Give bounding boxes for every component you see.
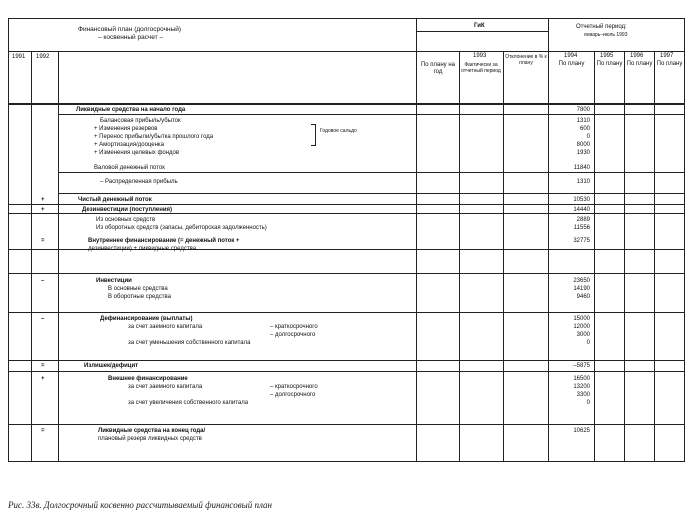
col-1994: 1994 bbox=[564, 53, 578, 59]
row-label: Чистый денежный поток bbox=[78, 197, 152, 203]
row-sign: = bbox=[41, 428, 45, 434]
col-1996-plan: По плану bbox=[626, 61, 653, 67]
row-value-1994: 7800 bbox=[576, 107, 590, 113]
financial-plan-table bbox=[8, 18, 685, 462]
row-value-1994: 11840 bbox=[573, 165, 590, 171]
frame-top bbox=[8, 18, 685, 19]
row-label: Внешнее финансирование bbox=[108, 376, 188, 382]
row-value-1994: –5875 bbox=[573, 363, 590, 369]
row-value-1994: 13200 bbox=[573, 384, 590, 390]
col-1994-line bbox=[548, 18, 549, 462]
row-sign: – bbox=[41, 278, 45, 284]
row-value-1994: 10530 bbox=[573, 197, 590, 203]
row-sublabel: – краткосрочного bbox=[270, 324, 318, 330]
sep-r9 bbox=[8, 360, 685, 361]
col-1997-line bbox=[654, 51, 655, 462]
row-value-1994: 23650 bbox=[573, 278, 590, 284]
row-sign: = bbox=[41, 238, 45, 244]
report-label: Отчетный период: bbox=[576, 24, 627, 30]
row-value-1994: 3000 bbox=[576, 332, 590, 338]
sep-r1 bbox=[58, 114, 685, 115]
col-dev-line bbox=[503, 51, 504, 462]
row-label: Из оборотных средств (запасы, дебиторская задолженность) bbox=[96, 225, 267, 231]
col-1995-line bbox=[594, 51, 595, 462]
row-value-1994: 3300 bbox=[576, 392, 590, 398]
row-value-1994: 32775 bbox=[573, 238, 590, 244]
gif-divider bbox=[416, 31, 548, 32]
row-label: Дефинансирование (выплаты) bbox=[100, 316, 193, 322]
title-line1: Финансовый план (долгосрочный) bbox=[78, 26, 182, 33]
sep-r3 bbox=[58, 193, 685, 194]
row-label: В оборотные средства bbox=[108, 294, 171, 300]
row-label: плановый резерв ликвидных средств bbox=[98, 436, 202, 442]
row-label: + Изменения целевых фондов bbox=[94, 150, 180, 156]
col-actual-line bbox=[459, 51, 460, 462]
row-sign: – bbox=[41, 316, 45, 322]
row-label: за счет заемного капитала bbox=[128, 324, 203, 330]
row-label: Ликвидные средства на начало года bbox=[76, 107, 186, 113]
brace bbox=[311, 124, 316, 146]
brace-label: Годовое сальдо bbox=[320, 128, 357, 134]
row-label: дезинвестиции) + ликвидные средства bbox=[88, 246, 197, 252]
row-value-1994: 15000 bbox=[573, 316, 590, 322]
row-label: Внутреннее финансирование (= денежный поток + bbox=[88, 238, 240, 244]
col-1995: 1995 bbox=[600, 53, 614, 59]
header-bottom bbox=[8, 103, 685, 105]
row-value-1994: 9460 bbox=[576, 294, 590, 300]
row-sign: + bbox=[41, 197, 45, 203]
col-1991-line bbox=[31, 51, 32, 462]
col-1997-plan: По плану bbox=[656, 61, 683, 67]
row-label: за счет заемного капитала bbox=[128, 384, 203, 390]
col-plan-line bbox=[416, 18, 417, 462]
row-value-1994: 1310 bbox=[576, 179, 590, 185]
row-value-1994: 0 bbox=[586, 340, 590, 346]
report-sub: январь–июль 1993 bbox=[584, 32, 628, 38]
col-1996: 1996 bbox=[630, 53, 644, 59]
sep-r8 bbox=[8, 312, 685, 313]
row-value-1994: 8000 bbox=[576, 142, 590, 148]
sep-r11 bbox=[8, 424, 685, 425]
col-actual: Фактически за отчетный период bbox=[461, 62, 501, 74]
col-deviation: Отклонение в % к плану bbox=[505, 54, 547, 66]
figure-caption: Рис. 33в. Долгосрочный косвенно рассчитываемый финансовый план bbox=[8, 500, 272, 510]
frame-bottom bbox=[8, 461, 685, 462]
title-line2: – косвенный расчет – bbox=[98, 34, 164, 41]
row-label: – Распределенная прибыль bbox=[100, 179, 178, 185]
row-value-1994: 0 bbox=[586, 134, 590, 140]
row-label: Балансовая прибыль/убыток bbox=[100, 118, 181, 124]
row-sublabel: – краткосрочного bbox=[270, 384, 318, 390]
row-label: Инвестиции bbox=[96, 278, 132, 284]
col-1996-line bbox=[624, 51, 625, 462]
row-sublabel: – долгосрочного bbox=[270, 392, 316, 398]
row-value-1994: 10625 bbox=[573, 428, 590, 434]
row-value-1994: 600 bbox=[579, 126, 590, 132]
sep-r7 bbox=[8, 273, 685, 274]
row-label: за счет уменьшения собственного капитала bbox=[128, 340, 251, 346]
row-sign: + bbox=[41, 376, 45, 382]
sep-r10 bbox=[8, 371, 685, 372]
row-value-1994: 1930 bbox=[576, 150, 590, 156]
gif-label: ГиК bbox=[474, 23, 485, 29]
row-label: Валовой денежный поток bbox=[94, 165, 165, 171]
frame-right bbox=[684, 18, 685, 462]
row-label: + Изменения резервов bbox=[94, 126, 158, 132]
col-1992-line bbox=[58, 51, 59, 462]
col-1997: 1997 bbox=[660, 53, 674, 59]
header-divider bbox=[8, 51, 685, 52]
col-1991: 1991 bbox=[12, 54, 26, 60]
row-value-1994: 2889 bbox=[576, 217, 590, 223]
row-value-1994: 14190 bbox=[573, 286, 590, 292]
col-plan-year: По плану на год bbox=[420, 62, 456, 75]
row-label: Из основных средств bbox=[96, 217, 156, 223]
row-sign: = bbox=[41, 363, 45, 369]
row-sublabel: – долгосрочного bbox=[270, 332, 316, 338]
row-value-1994: 12000 bbox=[573, 324, 590, 330]
row-value-1994: 14440 bbox=[573, 207, 590, 213]
sep-r4 bbox=[8, 204, 685, 205]
row-label: В основные средства bbox=[108, 286, 168, 292]
row-label: за счет увеличения собственного капитала bbox=[128, 400, 249, 406]
col-1994-plan: По плану bbox=[558, 61, 585, 67]
row-value-1994: 11556 bbox=[573, 225, 590, 231]
row-value-1994: 16500 bbox=[573, 376, 590, 382]
col-1995-plan: По плану bbox=[596, 61, 623, 67]
sep-r2 bbox=[58, 172, 685, 173]
frame-left bbox=[8, 18, 9, 462]
row-label: Дезинвестиции (поступления) bbox=[82, 207, 173, 213]
col-1992: 1992 bbox=[36, 54, 50, 60]
row-label: + Амортизация/дооценка bbox=[94, 142, 165, 148]
row-label: Излишек/дефицит bbox=[84, 363, 139, 369]
row-sign: + bbox=[41, 207, 45, 213]
row-label: Ликвидные средства на конец года/ bbox=[98, 428, 206, 434]
row-value-1994: 0 bbox=[586, 400, 590, 406]
col-1993: 1993 bbox=[473, 53, 487, 59]
row-label: + Перенос прибыли/убытка прошлого года bbox=[94, 134, 214, 140]
row-value-1994: 1310 bbox=[576, 118, 590, 124]
